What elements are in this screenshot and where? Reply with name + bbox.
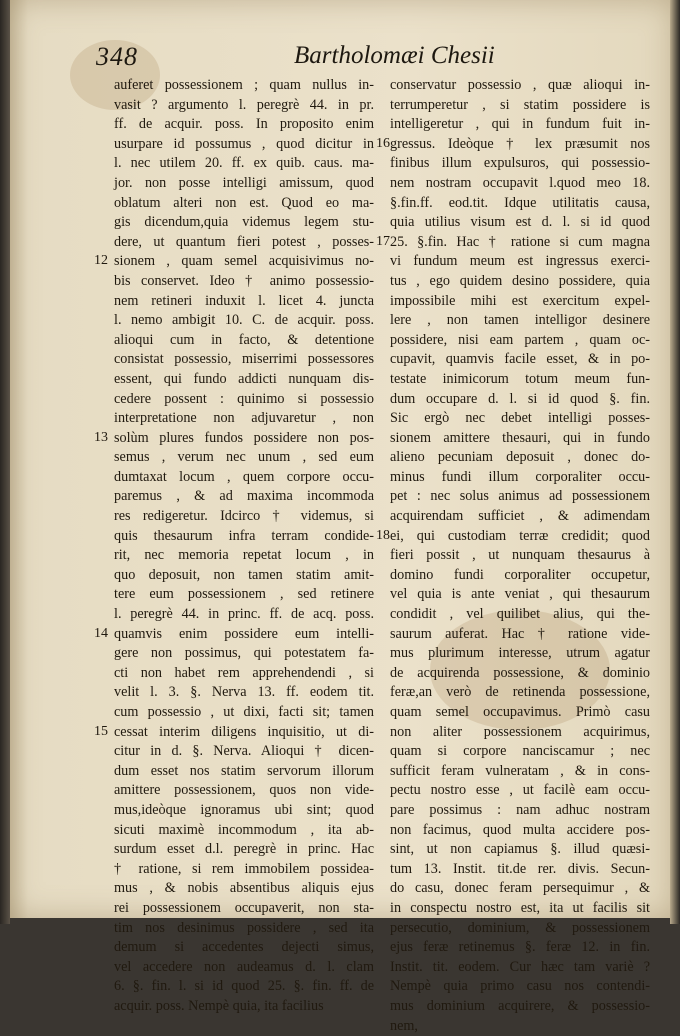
left-text-column (114, 76, 374, 1017)
text-line: cedere possent : quinimo si possessio (114, 390, 374, 410)
text-line: ejus feræ retinemus §. feræ 12. in fin. (390, 938, 650, 958)
text-line: cessat interim diligens inquisitio, ut di- (114, 723, 374, 743)
text-line: cum possessio , ut dixi, facti sit; tamen (114, 703, 374, 723)
text-line: dum esset nos statim servorum illorum (114, 762, 374, 782)
text-line: l. nemo ambigit 10. C. de acquir. poss. (114, 311, 374, 331)
text-line: mus plurimum interesse, utrum agatur (390, 644, 650, 664)
text-line: terrumperetur , si statim possidere is (390, 96, 650, 116)
margin-number: 17 (376, 234, 390, 250)
text-line: demum si accedentes dejecti simus, (114, 938, 374, 958)
text-line: lere , non tamen intelligor desinere (390, 311, 650, 331)
text-line: l. nec utilem 20. ff. ex quib. caus. ma- (114, 154, 374, 174)
text-line: acquir. poss. Nempè quia, ita facilius (114, 997, 374, 1017)
margin-number: 13 (94, 430, 108, 446)
text-line: res redigeretur. Idcirco † videmus, si (114, 507, 374, 527)
text-line: Nempè quia primo casu nos contendi- (390, 977, 650, 997)
text-line: possidere, nisi eam partem , quam oc- (390, 331, 650, 351)
margin-number: 14 (94, 626, 108, 642)
text-line: pet : nec solus animus ad possessionem (390, 487, 650, 507)
text-line: gis dicendum,quia videmus legem stu- (114, 213, 374, 233)
text-line: testate inimicorum totum meum fun- (390, 370, 650, 390)
text-line: quis thesaurum infra terram condide- (114, 527, 374, 547)
text-line: §.fin.ff. eod.tit. Idque utilitatis causa, (390, 194, 650, 214)
text-line: pectu nostro esse , ut facilè eam occu- (390, 781, 650, 801)
text-line: nem retineri induxit l. licet 4. juncta (114, 292, 374, 312)
book-spine-shadow (0, 0, 10, 924)
text-line: impossibile mihi est exercitum expel- (390, 292, 650, 312)
text-line: finibus illum expulsuros, qui possessio- (390, 154, 650, 174)
text-line: citur in d. §. Nerva. Alioqui † dicen- (114, 742, 374, 762)
text-line: vasit ? argumento l. peregrè 44. in pr. (114, 96, 374, 116)
text-line: † ratione, si rem immobilem possidea- (114, 860, 374, 880)
text-line: cupavit, quamvis facile esset, & in po- (390, 350, 650, 370)
text-line: sionem , quam semel acquisivimus no- (114, 252, 374, 272)
text-line: conservatur possessio , quæ alioqui in- (390, 76, 650, 96)
text-line: dum occupare d. l. si id quod §. fin. (390, 390, 650, 410)
text-line: intelligeretur , qui in fundum fuit in- (390, 115, 650, 135)
margin-number: 12 (94, 253, 108, 269)
text-line: alioqui cum in facto, & detentione (114, 331, 374, 351)
text-line: vel accedere non audeamus d. l. clam (114, 958, 374, 978)
text-line: fieri possit , ut nunquam thesaurus à (390, 546, 650, 566)
text-line: Instit. tit. eodem. Cur hæc tam variè ? (390, 958, 650, 978)
text-line: quam semel occupavimus. Primò casu (390, 703, 650, 723)
text-line: non aliter possessionem acquirimus, (390, 723, 650, 743)
text-line: quia utilius visum est d. l. si id quod (390, 213, 650, 233)
text-line: gere non possimus, qui potestatem fa- (114, 644, 374, 664)
text-line: do casu, donec feram persequimur , & (390, 879, 650, 899)
right-text-column (390, 76, 650, 1036)
text-line: tim nos desinimus possidere , sed ita (114, 919, 374, 939)
text-line: l. peregrè 44. in princ. ff. de acq. poss. (114, 605, 374, 625)
text-line: mus dominium acquirere, & possessio- (390, 997, 650, 1017)
text-line: gressus. Ideòque † lex præsumit nos (390, 135, 650, 155)
text-line: dere, ut quantum fieri potest , posses- (114, 233, 374, 253)
text-line: minus fundi illum corporaliter occu- (390, 468, 650, 488)
text-line: mus , & nobis absentibus aliquis ejus (114, 879, 374, 899)
text-line: nem, (390, 1017, 650, 1036)
text-line: condidit , vel quilibet alius, qui the- (390, 605, 650, 625)
text-line: 25. §.fin. Hac † ratione si cum magna (390, 233, 650, 253)
margin-number: 16 (376, 136, 390, 152)
text-line: usurpare id possumus , quod dicitur in (114, 135, 374, 155)
text-line: quamvis enim possidere eum intelli- (114, 625, 374, 645)
text-line: ei, qui custodiam terræ credidit; quod (390, 527, 650, 547)
text-line: semus , verum nec unum , sed eum (114, 448, 374, 468)
text-line: quam si corpore nanciscamur ; nec (390, 742, 650, 762)
text-line: mus,ideòque ignoramus ubi sint; quod (114, 801, 374, 821)
text-line: domino fundi corporaliter occupetur, (390, 566, 650, 586)
text-line: interpretatione non adjuvaretur , non (114, 409, 374, 429)
text-line: dumtaxat locum , quem corpore occu- (114, 468, 374, 488)
text-line: persecutio, dominium, & possessionem (390, 919, 650, 939)
margin-number: 15 (94, 724, 108, 740)
text-line: sicuti maximè incommodum , ita ab- (114, 821, 374, 841)
text-line: velit l. 3. §. Nerva 13. ff. eodem tit. (114, 683, 374, 703)
text-line: bis conservet. Ideo † animo possessio- (114, 272, 374, 292)
text-line: tus , ego quidem desino possidere, quia (390, 272, 650, 292)
text-line: surdum esset d.l. peregrè in princ. Hac (114, 840, 374, 860)
text-line: tum 13. Instit. tit.de rer. divis. Secun- (390, 860, 650, 880)
text-line: cti non habet rem apprehendendi , si (114, 664, 374, 684)
text-line: saurum auferat. Hac † ratione vide- (390, 625, 650, 645)
text-line: acquirendam sufficiet , & adimendam (390, 507, 650, 527)
text-line: solùm plures fundos possidere non pos- (114, 429, 374, 449)
text-line: ff. de acquir. poss. In proposito enim (114, 115, 374, 135)
text-line: sufficit feram vulneratam , & in cons- (390, 762, 650, 782)
text-line: consistat possessio, miserrimi possessores (114, 350, 374, 370)
text-line: amittere possessionem, quos non vide- (114, 781, 374, 801)
text-line: feræ,an verò de retinenda possessione, (390, 683, 650, 703)
text-line: paremus , & ad maxima incommoda (114, 487, 374, 507)
text-line: oblatum alteri non est. Quod eo ma- (114, 194, 374, 214)
text-line: sint, ut non capiamus §. illud quæsi- (390, 840, 650, 860)
page-number: 348 (96, 42, 138, 72)
text-line: essent, qui fundo addicti nunquam dis- (114, 370, 374, 390)
text-line: non facimus, quod multa accidere pos- (390, 821, 650, 841)
text-line: in conspectu nostro est, ita ut facilis sit (390, 899, 650, 919)
text-line: tere eum possessionem , sed retinere (114, 585, 374, 605)
text-line: sionem amittere thesauri, qui in fundo (390, 429, 650, 449)
text-line: alieno pecuniam deposuit , donec do- (390, 448, 650, 468)
page-edge (670, 0, 680, 924)
text-line: quo deposuit, non tamen statim amit- (114, 566, 374, 586)
text-line: rei possessionem occupaverit, non sta- (114, 899, 374, 919)
text-line: vel quia is ante veniat , qui thesaurum (390, 585, 650, 605)
text-line: de acquirenda possessione, & dominio (390, 664, 650, 684)
page-header (96, 42, 656, 76)
text-line: pare possimus : nam adhuc nostram (390, 801, 650, 821)
text-line: 6. §. fin. l. si id quod 25. §. fin. ff. de (114, 977, 374, 997)
text-line: jor. non posse intelligi amissum, quod (114, 174, 374, 194)
text-line: auferet possessionem ; quam nullus in- (114, 76, 374, 96)
running-head: Bartholomæi Chesii (294, 42, 495, 70)
margin-number: 18 (376, 528, 390, 544)
text-line: vi fundum meum est ingressus exerci- (390, 252, 650, 272)
text-line: rit, nec memoria repetat locum , in (114, 546, 374, 566)
text-line: nem nostram occupavit l.quod meo 18. (390, 174, 650, 194)
text-line: Sic ergò nec debet intelligi posses- (390, 409, 650, 429)
